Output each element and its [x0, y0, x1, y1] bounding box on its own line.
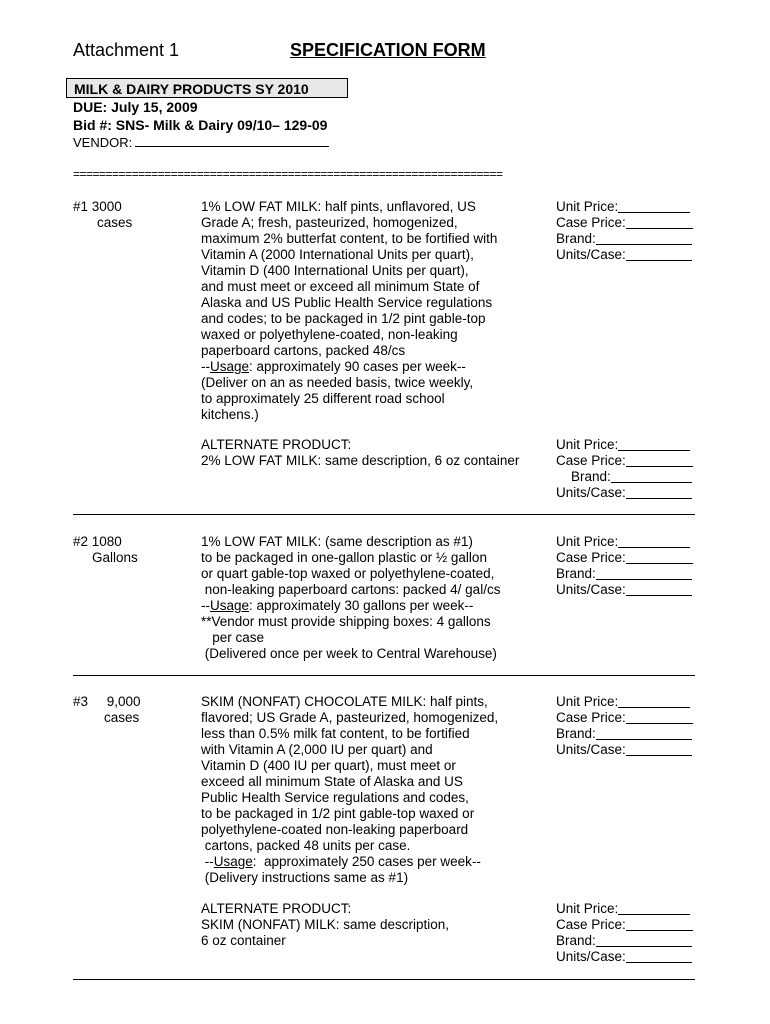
desc-line: flavored; US Grade A, pasteurized, homogenized,	[201, 710, 499, 725]
unit-price-label: Unit Price:	[556, 534, 619, 549]
case-price-blank[interactable]	[626, 215, 693, 229]
brand-blank[interactable]	[596, 726, 692, 740]
units-case-label: Units/Case:	[556, 582, 626, 597]
desc-line: 1% LOW FAT MILK: half pints, unflavored, US	[201, 199, 476, 214]
units-case-label: Units/Case:	[556, 485, 626, 500]
vendor-label: VENDOR:	[73, 135, 133, 150]
case-price-label: Case Price:	[556, 917, 626, 932]
desc-line: paperboard cartons, packed 48/cs	[201, 343, 406, 358]
units-case-blank[interactable]	[626, 582, 692, 596]
unit-price-blank[interactable]	[618, 199, 690, 213]
alternate-price-fields	[556, 437, 693, 501]
desc-line: to be packaged in one-gallon plastic or ½ gallon	[201, 550, 487, 565]
unit-price-blank[interactable]	[618, 437, 690, 451]
note-line: (Delivery instructions same as #1)	[201, 870, 409, 885]
note-line: (Delivered once per week to Central Warehouse)	[201, 646, 497, 661]
alternate-heading: ALTERNATE PRODUCT:	[201, 901, 352, 916]
note-line: kitchens.)	[201, 407, 259, 422]
program-title-box: MILK & DAIRY PRODUCTS SY 2010	[66, 78, 348, 98]
unit-price-label: Unit Price:	[556, 199, 619, 214]
attachment-label: Attachment 1	[73, 40, 180, 60]
section-divider	[73, 514, 695, 515]
brand-blank[interactable]	[596, 566, 692, 580]
case-price-label: Case Price:	[556, 453, 626, 468]
usage-line: --Usage: approximately 250 cases per week--	[201, 854, 481, 869]
form-title: SPECIFICATION FORM	[290, 40, 486, 60]
item-quantity	[73, 199, 132, 231]
brand-blank[interactable]	[596, 933, 692, 947]
item-quantity	[73, 694, 141, 726]
brand-blank[interactable]	[611, 469, 692, 483]
case-price-label: Case Price:	[556, 215, 626, 230]
note-line: per case	[201, 630, 265, 645]
desc-line: non-leaking paperboard cartons: packed 4/ gal/cs	[201, 582, 501, 597]
desc-line: with Vitamin A (2,000 IU per quart) and	[201, 742, 433, 757]
brand-label: Brand:	[556, 933, 596, 948]
unit-price-label: Unit Price:	[556, 694, 619, 709]
unit-price-blank[interactable]	[618, 694, 690, 708]
case-price-blank[interactable]	[626, 917, 693, 931]
units-case-blank[interactable]	[626, 742, 692, 756]
item-number: #3 9,000	[73, 694, 141, 709]
desc-line: Vitamin D (400 International Units per quart),	[201, 263, 469, 278]
desc-line: cartons, packed 48 units per case.	[201, 838, 411, 853]
due-date: DUE: July 15, 2009	[73, 99, 198, 115]
case-price-blank[interactable]	[626, 453, 693, 467]
desc-line: waxed or polyethylene-coated, non-leaking	[201, 327, 458, 342]
desc-line: Public Health Service regulations and codes,	[201, 790, 469, 805]
desc-line: polyethylene-coated non-leaking paperboard	[201, 822, 469, 837]
separator-line: ==================================================================	[73, 167, 503, 181]
usage-line: --Usage: approximately 30 gallons per week--	[201, 598, 474, 613]
unit-price-label: Unit Price:	[556, 437, 619, 452]
usage-label: Usage	[213, 854, 253, 869]
alternate-description: 6 oz container	[201, 933, 286, 948]
units-case-blank[interactable]	[626, 485, 692, 499]
section-divider	[73, 979, 695, 980]
alternate-description: 2% LOW FAT MILK: same description, 6 oz container	[201, 453, 520, 468]
vendor-blank-line[interactable]	[135, 135, 329, 147]
item-description	[201, 199, 497, 423]
section-divider	[73, 675, 695, 676]
item-unit: cases	[97, 215, 133, 230]
desc-line: Alaska and US Public Health Service regulations	[201, 295, 493, 310]
brand-blank[interactable]	[596, 231, 692, 245]
usage-label: Usage	[210, 359, 250, 374]
item-unit: cases	[104, 710, 140, 725]
alternate-product	[201, 437, 519, 469]
desc-line: Grade A; fresh, pasteurized, homogenized,	[201, 215, 458, 230]
brand-label: Brand:	[571, 469, 611, 484]
unit-price-blank[interactable]	[618, 901, 690, 915]
brand-label: Brand:	[556, 566, 596, 581]
units-case-blank[interactable]	[626, 949, 692, 963]
vendor-field[interactable]	[73, 135, 329, 150]
unit-price-blank[interactable]	[618, 534, 690, 548]
desc-line: maximum 2% butterfat content, to be fortified with	[201, 231, 498, 246]
item-number: #1 3000	[73, 199, 122, 214]
note-line: (Deliver on an as needed basis, twice weekly,	[201, 375, 474, 390]
note-line: **Vendor must provide shipping boxes: 4 gallons	[201, 614, 491, 629]
case-price-blank[interactable]	[626, 710, 693, 724]
price-fields	[556, 199, 693, 263]
desc-line: to be packaged in 1/2 pint gable-top waxed or	[201, 806, 475, 821]
item-description	[201, 534, 500, 662]
units-case-label: Units/Case:	[556, 949, 626, 964]
units-case-blank[interactable]	[626, 247, 692, 261]
alternate-price-fields	[556, 901, 693, 965]
price-fields	[556, 694, 693, 758]
brand-label: Brand:	[556, 231, 596, 246]
bid-number: Bid #: SNS- Milk & Dairy 09/10– 129-09	[73, 117, 328, 133]
price-fields	[556, 534, 693, 598]
desc-line: 1% LOW FAT MILK: (same description as #1)	[201, 534, 473, 549]
item-unit: Gallons	[92, 550, 138, 565]
desc-line: exceed all minimum State of Alaska and US	[201, 774, 463, 789]
item-quantity	[73, 534, 138, 566]
case-price-label: Case Price:	[556, 710, 626, 725]
unit-price-label: Unit Price:	[556, 901, 619, 916]
desc-line: Vitamin D (400 IU per quart), must meet or	[201, 758, 456, 773]
desc-line: SKIM (NONFAT) CHOCOLATE MILK: half pints,	[201, 694, 488, 709]
brand-label: Brand:	[556, 726, 596, 741]
case-price-blank[interactable]	[626, 550, 693, 564]
item-description	[201, 694, 498, 886]
desc-line: and codes; to be packaged in 1/2 pint gable-top	[201, 311, 486, 326]
usage-label: Usage	[210, 598, 250, 613]
alternate-description: SKIM (NONFAT) MILK: same description,	[201, 917, 450, 932]
desc-line: Vitamin A (2000 International Units per quart),	[201, 247, 474, 262]
desc-line: less than 0.5% milk fat content, to be fortified	[201, 726, 470, 741]
alternate-heading: ALTERNATE PRODUCT:	[201, 437, 352, 452]
units-case-label: Units/Case:	[556, 247, 626, 262]
units-case-label: Units/Case:	[556, 742, 626, 757]
item-number: #2 1080	[73, 534, 122, 549]
usage-line: --Usage: approximately 90 cases per week--	[201, 359, 466, 374]
alternate-product	[201, 901, 449, 949]
desc-line: and must meet or exceed all minimum State of	[201, 279, 480, 294]
note-line: to approximately 25 different road school	[201, 391, 445, 406]
desc-line: or quart gable-top waxed or polyethylene-coated,	[201, 566, 495, 581]
case-price-label: Case Price:	[556, 550, 626, 565]
